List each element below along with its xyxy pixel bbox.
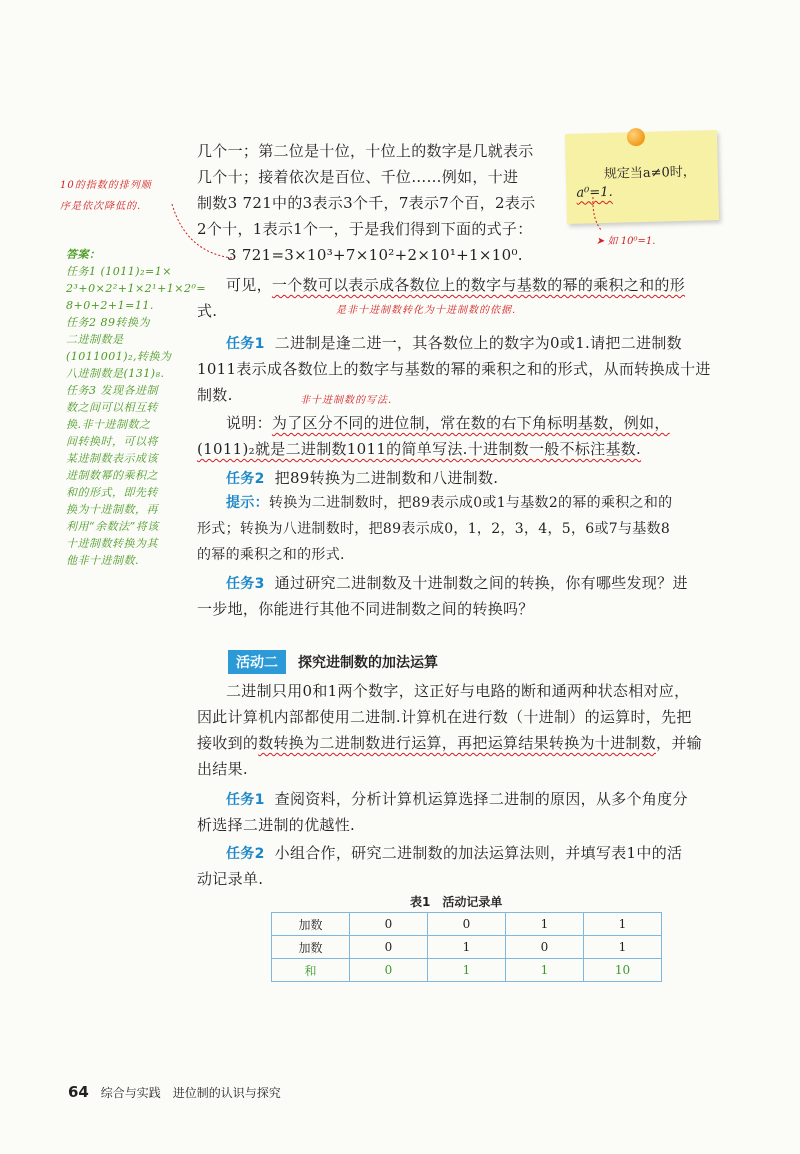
table-caption: 表1 活动记录单 xyxy=(410,895,503,909)
answer-line: 间转换时，可以将 xyxy=(66,435,158,448)
task1-line xyxy=(226,330,766,357)
activity2-heading xyxy=(228,650,438,674)
text-line: 制数3 721中的3表示3个千，7表示7个百，2表示 xyxy=(197,194,536,212)
activity2-intro-line: 二进制只用0和1两个数字，这正好与电路的断和通两种状态相对应， xyxy=(226,682,690,700)
text-line: 几个一；第二位是十位，十位上的数字是几就表示 xyxy=(197,142,534,160)
conclusion-paragraph xyxy=(226,272,766,298)
task2-text: 把89转换为二进制数和八进制数. xyxy=(274,469,499,487)
answer-line: 他非十进制数. xyxy=(66,554,139,567)
hint-line3: 的幂的乘积之和的形式. xyxy=(197,547,345,563)
conclusion-tail: 式. xyxy=(197,302,218,320)
exponent-note-line: 序是依次降低的. xyxy=(60,201,142,212)
task3-line xyxy=(226,570,766,597)
page-number: 64 xyxy=(68,1083,89,1101)
note-example-text: 如 10⁰=1. xyxy=(607,236,656,247)
text-line: 2个十，1表示1个一，于是我们得到下面的式子： xyxy=(197,220,533,238)
a2-task1-line2: 析选择二进制的优越性. xyxy=(197,816,356,834)
a2-task2-text: 小组合作，研究二进制数的加法运算法则，并填写表1中的活 xyxy=(274,844,683,862)
conclusion-emphasis: 一个数可以表示成各数位上的数字与基数的幂的乘积之和的形 xyxy=(271,276,686,294)
exponent-note-line: 10的指数的排列顺 xyxy=(60,180,152,191)
a2-task1-text: 查阅资料，分析计算机运算选择二进制的原因，从多个角度分 xyxy=(274,790,688,808)
answer-line: 八进制数是(131)₈. xyxy=(66,367,165,380)
activity2-tag: 活动二 xyxy=(228,650,286,674)
text-line: 几个十；接着依次是百位、千位……例如，十进 xyxy=(197,168,519,186)
table-cell: 1 xyxy=(506,913,584,936)
note-rule: 规定当a≠0时， xyxy=(603,164,697,182)
table-cell: 0 xyxy=(506,936,584,959)
explanation-line xyxy=(226,410,766,436)
table-cell: 1 xyxy=(428,936,506,959)
activity2-intro-line3 xyxy=(197,730,702,756)
table-cell: 加数 xyxy=(272,913,350,936)
formula-line: 3 721=3×10³+7×10²+2×10¹+1×10⁰. xyxy=(227,246,523,264)
basis-note: 是非十进制数转化为十进制数的依据. xyxy=(336,305,517,316)
table-row xyxy=(272,959,662,982)
answer-line: 任务3 发现各进制 xyxy=(66,384,158,397)
answer-line: 和的形式，即先转 xyxy=(66,486,158,499)
activity-record-table xyxy=(271,912,662,982)
hint-text: 转换为二进制数时，把89表示成0或1与基数2的幂的乘积之和的 xyxy=(268,495,673,511)
answer-line: 8+0+2+1=11. xyxy=(66,299,154,312)
table-cell: 0 xyxy=(350,913,428,936)
table-cell: 加数 xyxy=(272,936,350,959)
answer-line: 数之间可以相互转 xyxy=(66,401,158,414)
answer-line: 二进制数是 xyxy=(66,333,124,346)
explanation-line2 xyxy=(197,436,641,462)
table-cell: 1 xyxy=(428,959,506,982)
table-cell: 1 xyxy=(506,959,584,982)
task1-label: 任务1 xyxy=(226,336,265,352)
a2-task2-line xyxy=(226,840,682,867)
explanation-lead: 说明： xyxy=(226,414,272,432)
note-card xyxy=(565,130,719,224)
answer-line: 进制数幂的乘积之 xyxy=(66,469,158,482)
hint-label: 提示： xyxy=(226,495,269,511)
table-cell: 0 xyxy=(428,913,506,936)
a2-task2-line2: 动记录单. xyxy=(197,870,264,888)
hint-line xyxy=(226,490,672,516)
table-cell: 0 xyxy=(350,936,428,959)
task2-line xyxy=(226,465,498,492)
explanation-emphasis: (1011)₂就是二进制数1011的简单写法 xyxy=(197,440,463,458)
table-cell: 10 xyxy=(584,959,662,982)
conclusion-lead: 可见， xyxy=(226,276,272,294)
answer-line: 任务2 89转换为 xyxy=(66,316,150,329)
task2-label: 任务2 xyxy=(226,471,265,487)
answer-line: 某进制数表示成该 xyxy=(66,452,158,465)
a2-task2-label: 任务2 xyxy=(226,846,265,862)
explanation-tail: .十进制数一般不标注基数. xyxy=(462,440,642,458)
intro-lead: 接收到的 xyxy=(197,734,259,752)
intro-tail: ，并输 xyxy=(656,734,702,752)
page-footer xyxy=(68,1083,281,1101)
table-cell: 和 xyxy=(272,959,350,982)
answer-line: 换为十进制数，再 xyxy=(66,503,158,516)
dashed-arrow-icon xyxy=(590,195,610,237)
intro-paragraph xyxy=(197,138,567,268)
explanation-text: 为了区分不同的进位制，常在数的右下角标明基数，例如， xyxy=(271,414,670,432)
footer-title: 综合与实践 进位制的认识与探究 xyxy=(100,1086,281,1100)
task1-text: 二进制是逢二进一，其各数位上的数字为0或1.请把二进制数 xyxy=(274,334,682,352)
answer-line: 任务1 (1011)₂=1× xyxy=(66,265,172,278)
activity2-title: 探究进制数的加法运算 xyxy=(298,655,438,671)
answer-line: 换.非十进制数之 xyxy=(66,418,151,431)
task3-line2: 一步地，你能进行其他不同进制数之间的转换吗？ xyxy=(197,600,534,618)
note-formula: a⁰=1. xyxy=(576,184,613,201)
table-cell: 0 xyxy=(350,959,428,982)
task1-line2: 1011表示成各数位上的数字与基数的幂的乘积之和的形式，从而转换成十进 xyxy=(197,360,711,378)
answer-line: 2³+0×2²+1×2¹+1×2⁰= xyxy=(66,282,207,295)
answer-notes xyxy=(66,246,207,569)
answer-line: 十进制数转换为其 xyxy=(66,537,158,550)
activity2-intro-line: 出结果. xyxy=(197,760,248,778)
task3-text: 通过研究二进制数及十进制数之间的转换，你有哪些发现？进 xyxy=(274,574,688,592)
a2-task1-label: 任务1 xyxy=(226,792,265,808)
answer-title: 答案： xyxy=(66,248,101,261)
a2-task1-line xyxy=(226,786,688,813)
task3-label: 任务3 xyxy=(226,576,265,592)
activity2-intro-line: 因此计算机内部都使用二进制.计算机在进行数（十进制）的运算时，先把 xyxy=(197,708,692,726)
table-cell: 1 xyxy=(584,913,662,936)
table-row xyxy=(272,913,662,936)
answer-line: 利用“余数法”将该 xyxy=(66,520,159,533)
intro-emphasis: 数转换为二进制数进行运算，再把运算结果转换为十进制数 xyxy=(258,734,657,752)
arrow-icon: ➤ xyxy=(596,236,605,247)
pushpin-icon xyxy=(627,128,645,146)
hint-line2: 形式；转换为八进制数时，把89表示成0，1，2，3，4，5，6或7与基数8 xyxy=(197,521,671,537)
table-cell: 1 xyxy=(584,936,662,959)
answer-line: (1011001)₂,转换为 xyxy=(66,350,172,363)
task1-line3: 制数. xyxy=(197,386,233,404)
notation-note: 非十进制数的写法. xyxy=(300,395,393,406)
table-row xyxy=(272,936,662,959)
